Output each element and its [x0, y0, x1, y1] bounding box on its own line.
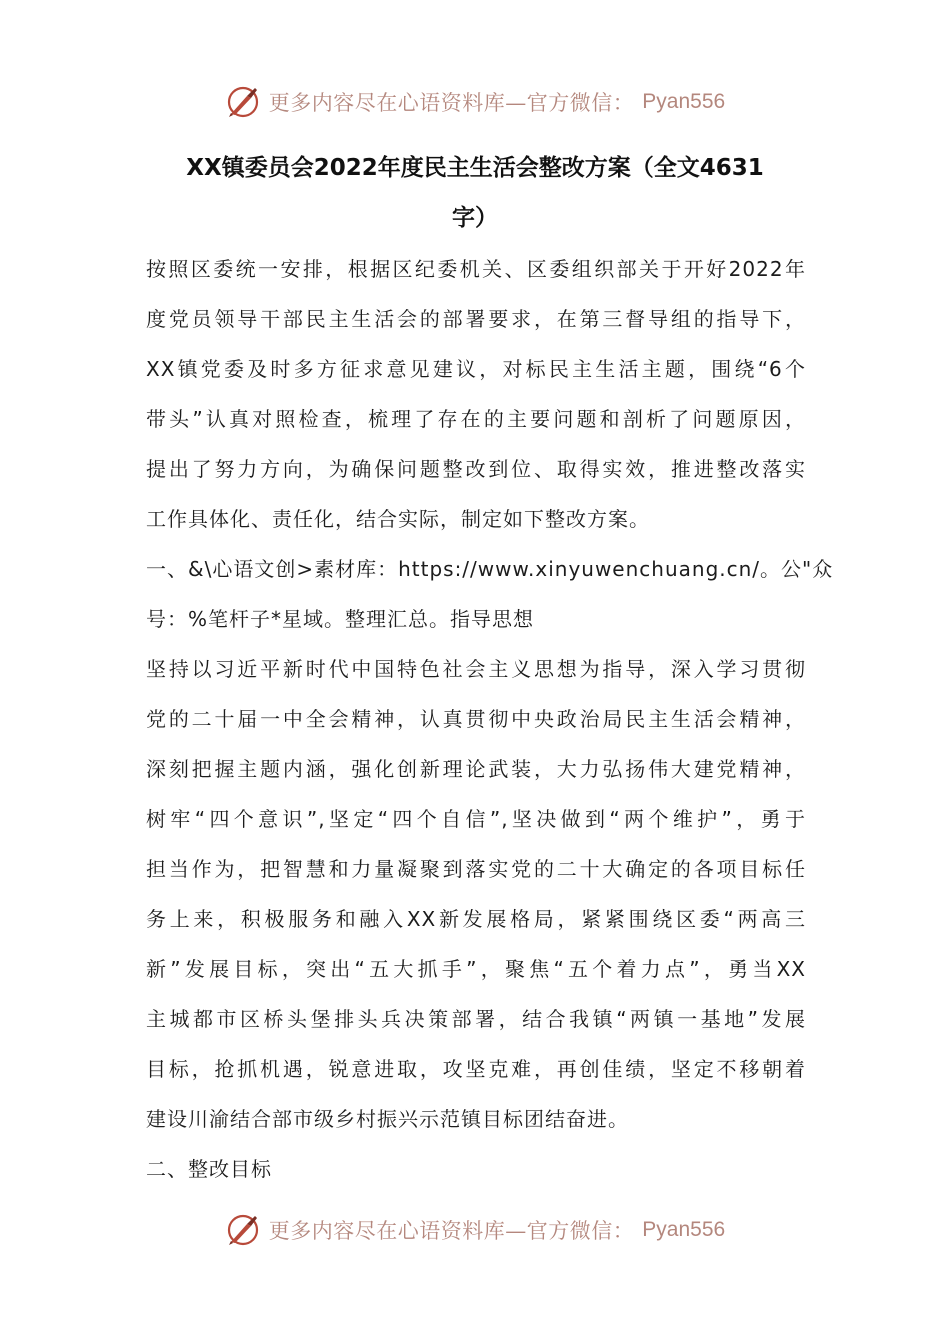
body-line: 树牢“四个意识”,坚定“四个自信”,坚决做到“两个维护”，勇于: [146, 807, 806, 831]
body-line: 工作具体化、责任化，结合实际，制定如下整改方案。: [146, 507, 650, 531]
body-line: 建设川渝结合部市级乡村振兴示范镇目标团结奋进。: [146, 1107, 629, 1131]
body-line: XX镇党委及时多方征求意见建议，对标民主生活主题，围绕“6个: [146, 357, 806, 381]
body-line: 务上来，积极服务和融入XX新发展格局，紧紧围绕区委“两高三: [146, 907, 806, 931]
footer-watermark-banner: [0, 1210, 950, 1250]
body-line: 担当作为，把智慧和力量凝聚到落实党的二十大确定的各项目标任: [146, 857, 806, 881]
body-line: 带头”认真对照检查，梳理了存在的主要问题和剖析了问题原因，: [146, 407, 806, 431]
body-line: 深刻把握主题内涵，强化创新理论武装，大力弘扬伟大建党精神，: [146, 757, 806, 781]
section-heading: 二、整改目标: [146, 1157, 272, 1181]
banner-text: 更多内容尽在心语资料库—官方微信：: [268, 91, 635, 115]
body-line: 提出了努力方向，为确保问题整改到位、取得实效，推进整改落实: [146, 457, 806, 481]
body-line: 按照区委统一安排，根据区纪委机关、区委组织部关于开好2022年: [146, 257, 806, 281]
banner-wechat-id: Pyan556: [642, 90, 726, 113]
body-line: 度党员领导干部民主生活会的部署要求，在第三督导组的指导下，: [146, 307, 806, 331]
banner-text: 更多内容尽在心语资料库—官方微信：: [268, 1219, 635, 1243]
page-title: [150, 143, 800, 243]
body-line: 党的二十届一中全会精神，认真贯彻中央政治局民主生活会精神，: [146, 707, 806, 731]
body-text: [146, 244, 834, 1194]
title-line-2: 字）: [452, 205, 498, 231]
body-line: 坚持以习近平新时代中国特色社会主义思想为指导，深入学习贯彻: [146, 657, 806, 681]
body-line: 号：%笔杆子*星域。整理汇总。指导思想: [146, 607, 535, 631]
banner-wechat-id: Pyan556: [642, 1218, 726, 1241]
body-line: 新”发展目标，突出“五大抓手”，聚焦“五个着力点”，勇当XX: [146, 957, 806, 981]
pen-logo-icon: [225, 1212, 261, 1248]
pen-logo-icon: [225, 84, 261, 120]
body-line: 一、&\心语文创>素材库：https://www.xinyuwenchuang.cn/。公"众: [146, 557, 834, 581]
title-line-1: XX镇委员会2022年度民主生活会整改方案（全文4631: [186, 155, 764, 181]
body-line: 目标，抢抓机遇，锐意进取，攻坚克难，再创佳绩，坚定不移朝着: [146, 1057, 806, 1081]
body-line: 主城都市区桥头堡排头兵决策部署，结合我镇“两镇一基地”发展: [146, 1007, 806, 1031]
header-watermark-banner: [0, 82, 950, 122]
